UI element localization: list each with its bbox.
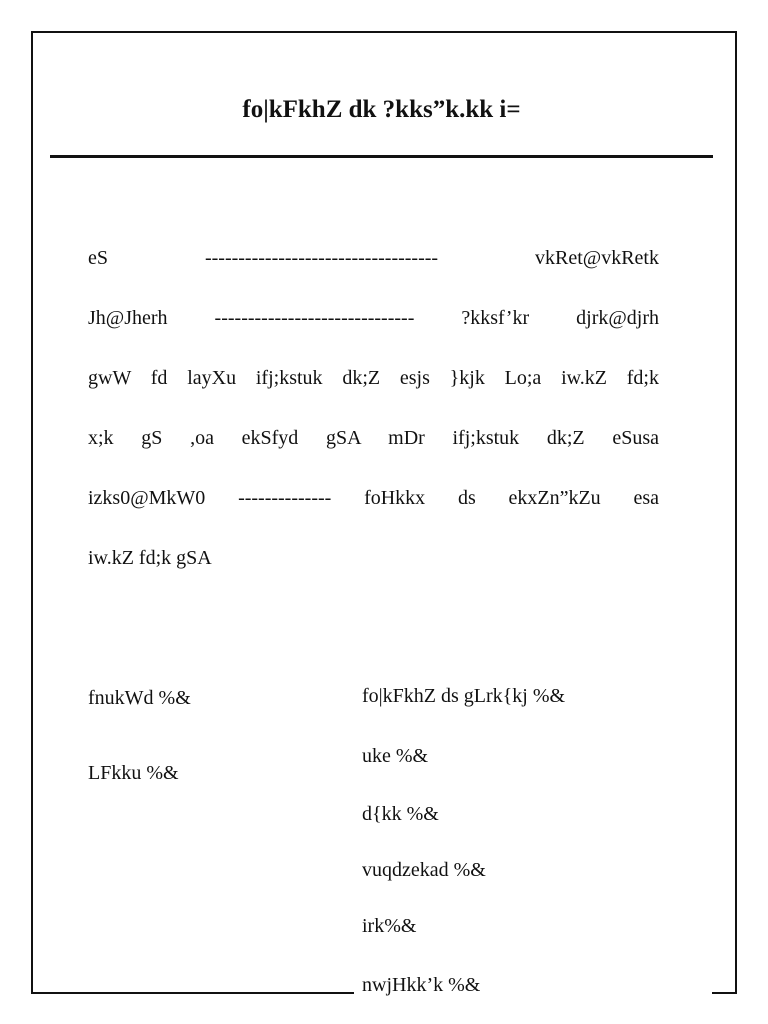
date-field-label: fnukWd %&	[88, 687, 191, 709]
page-border	[31, 31, 737, 993]
declaration-line-2: Jh@Jherh ------------------------------ ?kksf’kr djrk@djrh	[88, 307, 659, 329]
place-field-label: LFkku %&	[88, 762, 179, 784]
declaration-line-5: izks0@MkW0 -------------- foHkkx ds ekxZn”kZu esa	[88, 487, 659, 509]
name-label: uke %&	[362, 745, 429, 767]
title-underline	[50, 155, 713, 158]
roll-number-label: vuqdzekad %&	[362, 859, 486, 881]
document-title: fo|kFkhZ dk ?kks”k.kk i=	[242, 96, 521, 123]
page-border-bottom-left	[31, 992, 354, 994]
declaration-line-3: gwW fd layXu ifj;kstuk dk;Z esjs }kjk Lo;a iw.kZ fd;k	[88, 367, 659, 389]
address-label: irk%&	[362, 915, 417, 937]
declaration-line-4: x;k gS ,oa ekSfyd gSA mDr ifj;kstuk dk;Z eSusa	[88, 427, 659, 449]
page-border-bottom-right	[712, 992, 737, 994]
class-label: d{kk %&	[362, 803, 439, 825]
declaration-line-1: eS ----------------------------------- vkRet@vkRetk	[88, 247, 659, 269]
phone-label: nwjHkk’k %&	[362, 974, 481, 996]
declaration-line-6: iw.kZ fd;k gSA	[88, 547, 212, 569]
student-signature-label: fo|kFkhZ ds gLrk{kj %&	[362, 685, 566, 707]
